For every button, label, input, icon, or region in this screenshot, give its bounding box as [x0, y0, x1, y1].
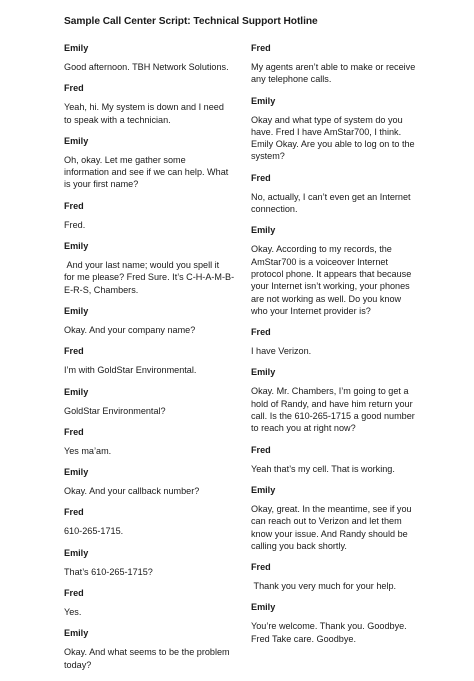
speaker-name: Emily — [64, 386, 89, 397]
dialogue-text: My agents aren’t able to make or receive any telephone calls. — [251, 62, 416, 85]
dialogue-text: Oh, okay. Let me gather some information and see if we can help. What is your first name? — [64, 154, 229, 190]
speaker-name: Emily — [64, 628, 89, 639]
dialogue-text: Okay. Mr. Chambers, I’m going to get a hold of Randy, and have him return your call. Is the 610-265-1715 a good number to reach you at right now? — [251, 386, 415, 434]
dialogue-text: Yeah that’s my cell. That is working. — [251, 463, 395, 474]
speaker-name: Fred — [251, 444, 271, 455]
right-column — [251, 43, 426, 655]
speaker-name: Emily — [64, 241, 89, 252]
dialogue-text: Okay. And your callback number? — [64, 486, 200, 497]
dialogue-entry — [251, 43, 426, 86]
speaker-name: Fred — [64, 507, 84, 518]
dialogue-entry — [64, 306, 236, 336]
dialogue-entry — [251, 173, 426, 216]
speaker-name: Fred — [251, 327, 271, 338]
dialogue-entry — [251, 96, 426, 163]
dialogue-entry — [64, 387, 236, 417]
dialogue-entry — [64, 43, 236, 73]
speaker-name: Emily — [251, 602, 276, 613]
dialogue-entry — [251, 225, 426, 317]
dialogue-entry — [64, 548, 236, 578]
speaker-name: Emily — [64, 547, 89, 558]
dialogue-text: Good afternoon. TBH Network Solutions. — [64, 62, 229, 72]
speaker-name: Emily — [251, 367, 276, 378]
speaker-name: Fred — [64, 588, 84, 599]
dialogue-text: Okay, great. In the meantime, see if you can reach out to Verizon and let them know your issue. And Randy should be calling you back shortly. — [251, 503, 412, 551]
speaker-name: Fred — [64, 83, 84, 94]
speaker-name: Fred — [64, 426, 84, 437]
dialogue-entry — [251, 327, 426, 357]
dialogue-entry — [64, 427, 236, 457]
dialogue-entry — [251, 445, 426, 475]
speaker-name: Emily — [64, 467, 89, 478]
dialogue-entry — [64, 507, 236, 537]
dialogue-entry — [64, 628, 236, 671]
speaker-name: Emily — [251, 484, 276, 495]
left-column — [64, 43, 236, 681]
dialogue-text: GoldStar Environmental? — [64, 405, 166, 416]
document-title: Sample Call Center Script: Technical Support Hotline — [64, 16, 318, 27]
dialogue-entry — [64, 467, 236, 497]
dialogue-text: Fred. — [64, 219, 86, 230]
dialogue-text: I have Verizon. — [251, 346, 312, 357]
dialogue-entry — [64, 136, 236, 191]
speaker-name: Emily — [251, 95, 276, 106]
dialogue-text: Yes. — [64, 607, 82, 618]
dialogue-text: Okay. According to my records, the AmStar700 is a voiceover Internet protocol phone. It appears that because your Internet isn’t working, your phones are not working as well. Do you know who your Internet provider is? — [251, 244, 412, 316]
speaker-name: Emily — [64, 43, 89, 53]
dialogue-entry — [64, 588, 236, 618]
speaker-name: Emily — [251, 225, 276, 236]
dialogue-entry — [64, 346, 236, 376]
dialogue-text: And your last name; would you spell it for me please? Fred Sure. It’s C-H-A-M-B- E-R-S, Chambers. — [64, 260, 235, 295]
dialogue-text: Yeah, hi. My system is down and I need to speak with a technician. — [64, 102, 224, 125]
speaker-name: Fred — [251, 172, 271, 183]
dialogue-entry — [251, 562, 426, 592]
dialogue-text: Okay. And your company name? — [64, 324, 196, 335]
dialogue-text: Okay. And what seems to be the problem today? — [64, 647, 230, 670]
dialogue-entry — [251, 367, 426, 434]
dialogue-text: Thank you very much for your help. — [251, 581, 397, 592]
speaker-name: Emily — [64, 305, 89, 316]
dialogue-text: 610-265-1715. — [64, 526, 124, 537]
speaker-name: Emily — [64, 135, 89, 146]
dialogue-entry — [64, 241, 236, 296]
dialogue-entry — [251, 602, 426, 645]
speaker-name: Fred — [251, 562, 271, 573]
dialogue-entry — [64, 201, 236, 231]
dialogue-entry — [251, 485, 426, 552]
dialogue-text: Yes ma’am. — [64, 445, 112, 456]
dialogue-text: Okay and what type of system do you have. Fred I have AmStar700, I think. Emily Okay. Are you able to log on to the system? — [251, 114, 415, 162]
speaker-name: Fred — [64, 200, 84, 211]
speaker-name: Fred — [251, 43, 271, 53]
dialogue-text: I’m with GoldStar Environmental. — [64, 365, 197, 376]
speaker-name: Fred — [64, 346, 84, 357]
dialogue-text: You’re welcome. Thank you. Goodbye. Fred Take care. Goodbye. — [251, 621, 407, 644]
dialogue-entry — [64, 83, 236, 126]
dialogue-text: No, actually, I can’t even get an Internet connection. — [251, 191, 411, 215]
dialogue-text: That’s 610-265-1715? — [64, 566, 153, 577]
